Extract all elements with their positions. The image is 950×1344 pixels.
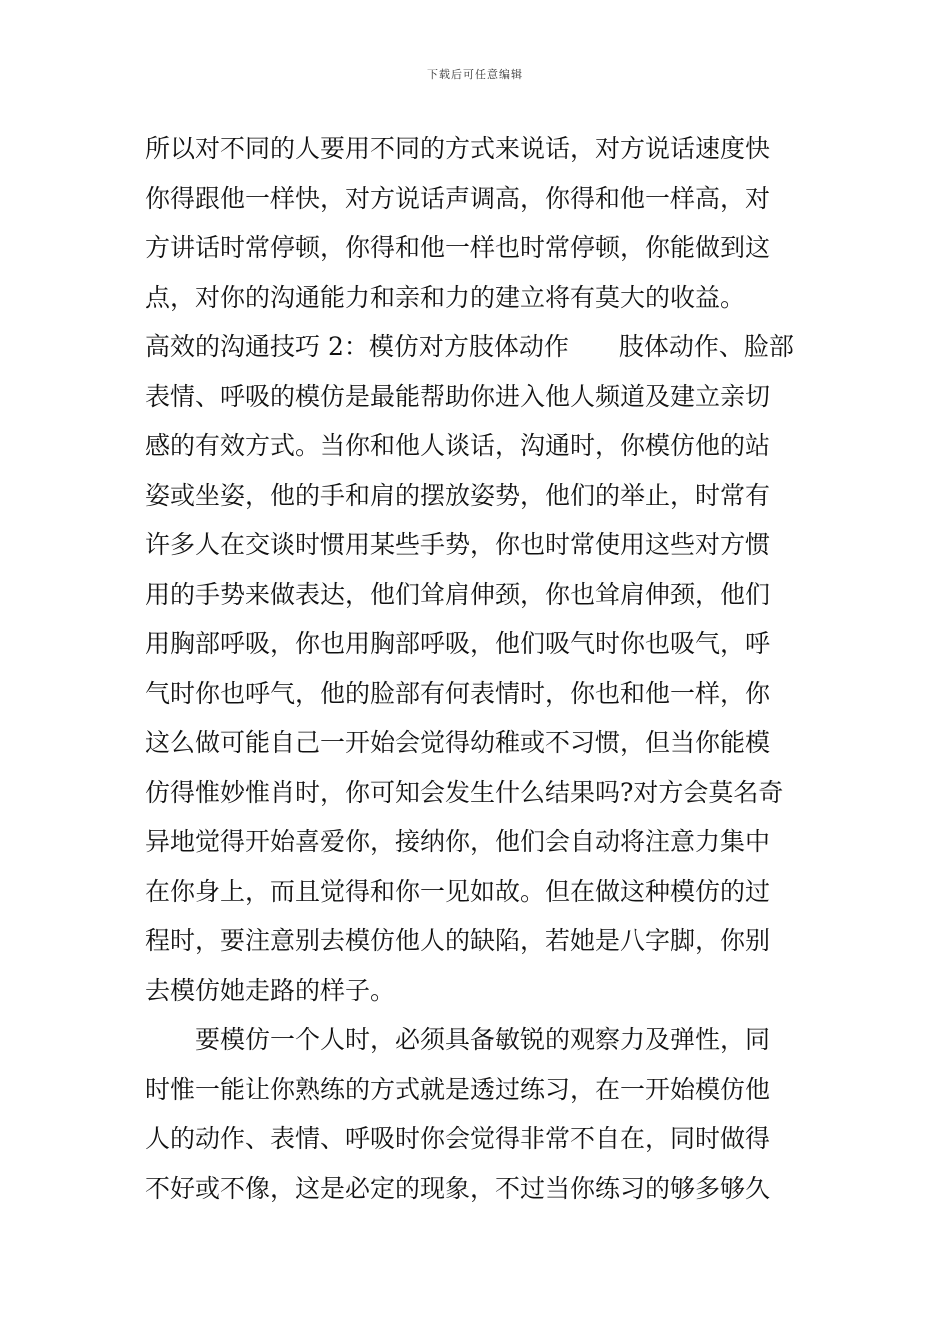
text-line: 去模仿她走路的样子。 bbox=[145, 975, 396, 1005]
text-line: 许多人在交谈时惯用某些手势，你也时常使用这些对方惯 bbox=[145, 530, 771, 559]
body-text bbox=[145, 124, 825, 1213]
section-heading-line: 高效的沟通技巧 2：模仿对方肢体动作 肢体动作、脸部 bbox=[145, 332, 794, 361]
text-line: 这么做可能自己一开始会觉得幼稚或不习惯，但当你能模 bbox=[145, 728, 771, 757]
text-line: 人的动作、表情、呼吸时你会觉得非常不自在，同时做得 bbox=[145, 1124, 771, 1153]
text-line: 气时你也呼气，他的脸部有何表情时，你也和他一样，你 bbox=[145, 678, 771, 708]
text-line: 表情、呼吸的模仿是最能帮助你进入他人频道及建立亲切 bbox=[145, 381, 771, 411]
paragraph-start-line: 要模仿一个人时，必须具备敏锐的观察力及弹性，同 bbox=[145, 1025, 771, 1054]
text-line: 姿或坐姿，他的手和肩的摆放姿势，他们的举止，时常有 bbox=[145, 480, 771, 510]
text-line: 程时，要注意别去模仿他人的缺陷，若她是八字脚，你别 bbox=[145, 926, 771, 955]
text-line: 你得跟他一样快，对方说话声调高，你得和他一样高，对 bbox=[145, 183, 771, 213]
text-line: 感的有效方式。当你和他人谈话，沟通时，你模仿他的站 bbox=[145, 431, 771, 460]
text-line: 不好或不像，这是必定的现象，不过当你练习的够多够久 bbox=[145, 1173, 771, 1203]
text-line: 点，对你的沟通能力和亲和力的建立将有莫大的收益。 bbox=[145, 282, 746, 312]
header-note: 下载后可任意编辑 bbox=[427, 68, 523, 81]
text-line: 仿得惟妙惟肖时，你可知会发生什么结果吗?对方会莫名奇 bbox=[145, 777, 784, 807]
text-line: 方讲话时常停顿，你得和他一样也时常停顿，你能做到这 bbox=[145, 233, 771, 262]
text-line: 异地觉得开始喜爱你，接纳你，他们会自动将注意力集中 bbox=[145, 827, 771, 856]
text-line: 时惟一能让你熟练的方式就是透过练习，在一开始模仿他 bbox=[145, 1074, 771, 1104]
text-line: 在你身上，而且觉得和你一见如故。但在做这种模仿的过 bbox=[145, 876, 771, 906]
text-line: 所以对不同的人要用不同的方式来说话，对方说话速度快 bbox=[145, 134, 771, 163]
text-line: 用的手势来做表达，他们耸肩伸颈，你也耸肩伸颈，他们 bbox=[145, 579, 771, 609]
text-line: 用胸部呼吸，你也用胸部呼吸，他们吸气时你也吸气，呼 bbox=[145, 629, 771, 658]
